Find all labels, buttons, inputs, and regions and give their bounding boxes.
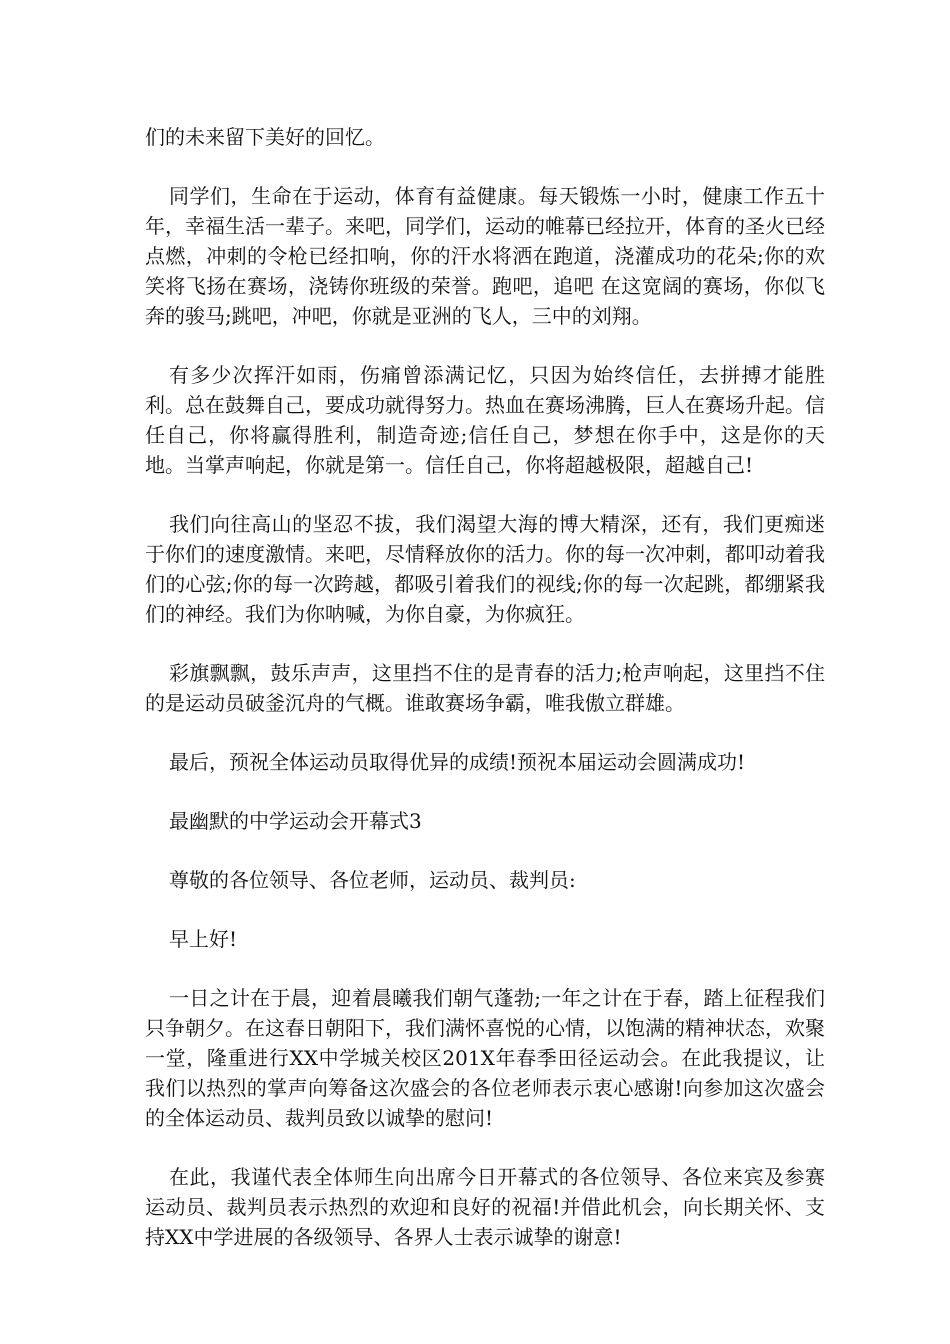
paragraph: 同学们，生命在于运动，体育有益健康。每天锻炼一小时，健康工作五十年，幸福生活一辈子。来吧，同学们，运动的帷幕已经拉开，体育的圣火已经点燃，冲刺的令枪已经扣响，你的汗水将洒在跑道，浇灌成功的花朵;你的欢笑将飞扬在赛场，浇铸你班级的荣誉。跑吧，追吧 在这宽阔的赛场，你似飞奔的骏马;跳吧，冲吧，你就是亚洲的飞人，三中的刘翔。 (145, 184, 825, 328)
paragraph: 我们向往高山的坚忍不拔，我们渴望大海的博大精深，还有，我们更痴迷于你们的速度激情。来吧，尽情释放你的活力。你的每一次冲刺，都叩动着我们的心弦;你的每一次跨越，都吸引着我们的视线;你的每一次起跳，都绷紧我们的神经。我们为你呐喊，为你自豪，为你疯狂。 (145, 512, 825, 626)
paragraph: 在此，我谨代表全体师生向出席今日开幕式的各位领导、各位来宾及参赛运动员、裁判员表示热烈的欢迎和良好的祝福!并借此机会，向长期关怀、支持XX中学进展的各级领导、各界人士表示诚挚的谢意! (145, 1165, 825, 1249)
section-heading: 最幽默的中学运动会开幕式3 (169, 809, 422, 833)
paragraph: 彩旗飘飘，鼓乐声声，这里挡不住的是青春的活力;枪声响起，这里挡不住的是运动员破釜沉舟的气概。谁敢赛场争霸，唯我傲立群雄。 (145, 661, 825, 715)
paragraph: 最后，预祝全体运动员取得优异的成绩!预祝本届运动会圆满成功! (169, 750, 746, 774)
paragraph: 一日之计在于晨，迎着晨曦我们朝气蓬勃;一年之计在于春，踏上征程我们只争朝夕。在这春日朝阳下，我们满怀喜悦的心情，以饱满的精神状态，欢聚一堂，隆重进行XX中学城关校区201X年春季田径运动会。在此我提议，让我们以热烈的掌声向筹备这次盛会的各位老师表示衷心感谢!向参加这次盛会的全体运动员、裁判员致以诚挚的慰问! (145, 986, 825, 1130)
document-body (145, 122, 825, 1281)
paragraph-continuation: 们的未来留下美好的回忆。 (145, 125, 385, 149)
paragraph: 有多少次挥汗如雨，伤痛曾添满记忆，只因为始终信任，去拼搏才能胜利。总在鼓舞自己，要成功就得努力。热血在赛场沸腾，巨人在赛场升起。信任自己，你将赢得胜利，制造奇迹;信任自己，梦想在你手中，这是你的天地。当掌声响起，你就是第一。信任自己，你将超越极限，超越自己! (145, 363, 825, 477)
greeting: 早上好! (169, 927, 238, 951)
salutation: 尊敬的各位领导、各位老师，运动员、裁判员: (169, 868, 576, 892)
